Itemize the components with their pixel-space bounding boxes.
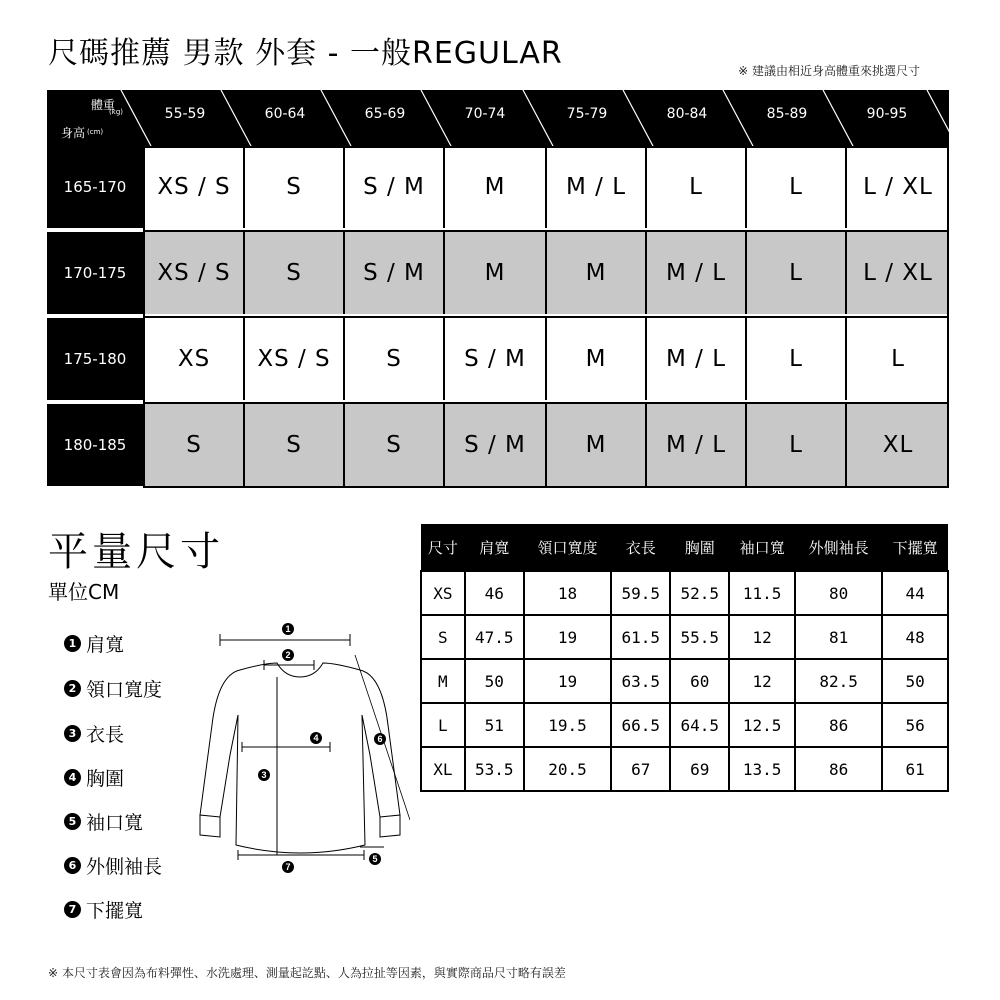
legend-label: 下擺寬: [86, 900, 144, 922]
size-cell: XS / S: [243, 318, 343, 400]
selection-note: ※ 建議由相近身高體重來挑選尺寸: [738, 64, 920, 78]
size-cell: L: [745, 146, 845, 228]
number-badge: 6: [64, 857, 81, 874]
measure-value: 12: [729, 659, 795, 703]
weight-header-row: [47, 90, 949, 146]
measure-value: 56: [882, 703, 948, 747]
diagram-number: 7: [285, 862, 291, 872]
page-title: 尺碼推薦 男款 外套 - 一般REGULAR: [48, 36, 563, 71]
measure-value: 19: [524, 615, 611, 659]
measure-value: 81: [795, 615, 882, 659]
table-row: [421, 659, 948, 703]
flat-measure-title: 平量尺寸: [48, 529, 224, 575]
measure-value: 19: [524, 659, 611, 703]
size-cell: S / M: [443, 318, 545, 400]
legend-label: 肩寬: [86, 634, 125, 656]
measure-value: 61.5: [611, 615, 670, 659]
unit-label: 單位CM: [48, 580, 120, 604]
column-header: 下擺寬: [882, 524, 948, 571]
legend-label: 外側袖長: [86, 856, 163, 878]
measure-value: 63.5: [611, 659, 670, 703]
size-cell: M: [545, 232, 645, 314]
measure-value: 51: [465, 703, 524, 747]
size-cell: M: [443, 232, 545, 314]
number-badge: 3: [64, 725, 81, 742]
measure-value: 47.5: [465, 615, 524, 659]
size-cell: S: [243, 146, 343, 228]
sweater-diagram: [180, 615, 410, 885]
diagram-number: 6: [377, 734, 383, 744]
measure-value: 55.5: [670, 615, 729, 659]
diagram-number: 5: [372, 854, 378, 864]
size-cell: S: [143, 404, 243, 486]
measure-value: 64.5: [670, 703, 729, 747]
legend-label: 衣長: [86, 724, 125, 746]
column-header: 衣長: [611, 524, 670, 571]
size-cell: L / XL: [845, 146, 949, 228]
size-cell: M: [545, 404, 645, 486]
table-row: [421, 703, 948, 747]
measure-value: 50: [882, 659, 948, 703]
weight-label: 80-84: [666, 106, 708, 122]
number-badge: 1: [64, 635, 81, 652]
measure-value: 69: [670, 747, 729, 791]
column-header: 尺寸: [421, 524, 465, 571]
size-cell: S: [343, 318, 443, 400]
measure-value: 11.5: [729, 571, 795, 615]
table-row: [47, 146, 949, 228]
column-header: 袖口寬: [729, 524, 795, 571]
table-row: [47, 318, 949, 400]
legend-item: [64, 675, 162, 702]
size-recommendation-table: [47, 90, 949, 488]
weight-label: 85-89: [766, 106, 808, 122]
legend-item: [64, 630, 124, 657]
corner-weight-unit: (kg): [109, 108, 123, 116]
size-cell: XS / S: [143, 146, 243, 228]
diagram-number: 1: [285, 624, 291, 634]
column-header: 肩寬: [465, 524, 524, 571]
column-header: 領口寬度: [524, 524, 611, 571]
size-cell: S: [243, 232, 343, 314]
size-label: S: [421, 615, 465, 659]
size-cell: M / L: [645, 232, 745, 314]
measure-value: 86: [795, 747, 882, 791]
weight-label: 90-95: [866, 106, 908, 122]
number-badge: 5: [64, 813, 81, 830]
table-row: [421, 747, 948, 791]
height-label: 165-170: [47, 146, 143, 228]
table-row: [47, 232, 949, 314]
corner-height: 身高: [61, 126, 86, 140]
number-badge: 4: [64, 769, 81, 786]
corner-weight: 體重: [90, 98, 115, 112]
size-cell: S / M: [343, 232, 443, 314]
legend-item: [64, 808, 143, 835]
table-header-row: [421, 524, 948, 571]
size-cell: L / XL: [845, 232, 949, 314]
measure-value: 12: [729, 615, 795, 659]
size-label: L: [421, 703, 465, 747]
measure-value: 52.5: [670, 571, 729, 615]
measure-value: 44: [882, 571, 948, 615]
size-cell: S / M: [443, 404, 545, 486]
size-cell: L: [645, 146, 745, 228]
size-label: M: [421, 659, 465, 703]
measure-value: 12.5: [729, 703, 795, 747]
diagram-number: 3: [261, 770, 267, 780]
size-cell: S: [343, 404, 443, 486]
size-cell: M: [545, 318, 645, 400]
height-label: 170-175: [47, 232, 143, 314]
corner-label: [47, 90, 145, 146]
weight-label: 60-64: [264, 106, 306, 122]
row-divider: [143, 230, 949, 232]
measure-value: 66.5: [611, 703, 670, 747]
size-cell: S / M: [343, 146, 443, 228]
size-cell: S: [243, 404, 343, 486]
measure-value: 61: [882, 747, 948, 791]
size-label: XL: [421, 747, 465, 791]
diagram-number: 2: [285, 650, 291, 660]
size-cell: M: [443, 146, 545, 228]
measure-value: 20.5: [524, 747, 611, 791]
measure-value: 80: [795, 571, 882, 615]
measure-value: 67: [611, 747, 670, 791]
measure-value: 48: [882, 615, 948, 659]
measure-value: 18: [524, 571, 611, 615]
diagram-number: 4: [313, 733, 319, 743]
corner-height-unit: (cm): [87, 128, 104, 136]
column-header: 外側袖長: [795, 524, 882, 571]
weight-label: 75-79: [566, 106, 608, 122]
size-cell: XS / S: [143, 232, 243, 314]
table-row: [421, 615, 948, 659]
legend-item: [64, 852, 162, 879]
weight-label: 70-74: [464, 106, 506, 122]
column-header: 胸圍: [670, 524, 729, 571]
measure-value: 82.5: [795, 659, 882, 703]
measure-value: 60: [670, 659, 729, 703]
height-label: 175-180: [47, 318, 143, 400]
measure-value: 19.5: [524, 703, 611, 747]
size-cell: M / L: [545, 146, 645, 228]
number-badge: 2: [64, 680, 81, 697]
legend-label: 袖口寬: [86, 812, 144, 834]
legend-item: [64, 720, 124, 747]
number-badge: 7: [64, 901, 81, 918]
legend-label: 領口寬度: [86, 679, 163, 701]
size-cell: L: [745, 318, 845, 400]
weight-label: 55-59: [164, 106, 206, 122]
measurement-table: [420, 524, 949, 792]
size-cell: XS: [143, 318, 243, 400]
height-label: 180-185: [47, 404, 143, 486]
legend-item: [64, 764, 124, 791]
measure-value: 13.5: [729, 747, 795, 791]
size-label: XS: [421, 571, 465, 615]
row-divider: [143, 316, 949, 318]
measure-value: 86: [795, 703, 882, 747]
legend-label: 胸圍: [86, 768, 125, 790]
weight-label: 65-69: [364, 106, 406, 122]
measure-value: 46: [465, 571, 524, 615]
row-divider: [143, 402, 949, 404]
size-cell: L: [745, 404, 845, 486]
table-row: [421, 571, 948, 615]
legend-item: [64, 896, 143, 923]
measure-value: 53.5: [465, 747, 524, 791]
size-cell: M / L: [645, 404, 745, 486]
measure-value: 59.5: [611, 571, 670, 615]
size-cell: XL: [845, 404, 949, 486]
footnote: ※ 本尺寸表會因為布料彈性、水洗處理、測量起訖點、人為拉扯等因素，與實際商品尺寸略有誤差: [48, 966, 566, 980]
measure-value: 50: [465, 659, 524, 703]
size-cell: L: [845, 318, 949, 400]
size-cell: M / L: [645, 318, 745, 400]
table-row: [47, 404, 949, 486]
size-cell: L: [745, 232, 845, 314]
